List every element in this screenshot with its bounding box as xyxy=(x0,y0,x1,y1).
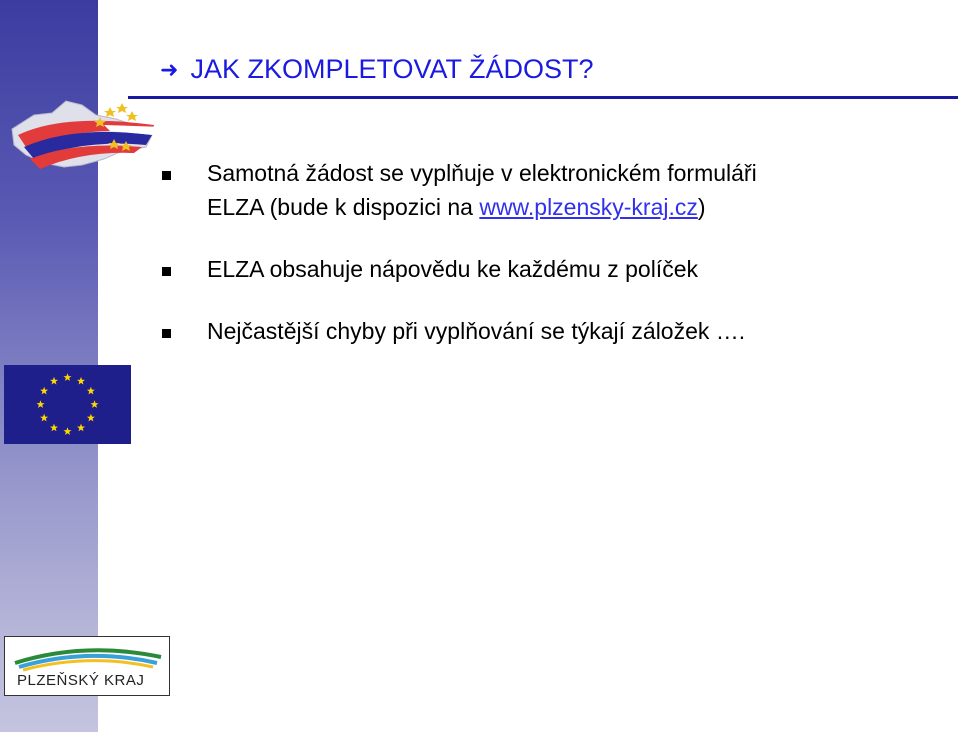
eu-flag-icon xyxy=(4,365,131,444)
bullet-1-line-2 xyxy=(207,194,706,221)
plzensky-kraj-logo xyxy=(4,636,170,696)
kraj-logo-waves-icon xyxy=(5,637,169,673)
title-text: JAK ZKOMPLETOVAT ŽÁDOST? xyxy=(190,54,594,84)
bullet-2-text: ELZA obsahuje nápovědu ke každému z políček xyxy=(207,256,698,282)
bullet-3-text: Nejčastější chyby při vyplňování se týkají záložek …. xyxy=(207,318,746,344)
region-logo-text: PLZEŇSKÝ KRAJ xyxy=(17,672,145,689)
arrow-right-icon: ➜ xyxy=(160,56,179,82)
bullet-square-icon xyxy=(162,171,171,180)
bullet-square-icon xyxy=(162,329,171,338)
bullet-1-line-1: Samotná žádost se vyplňuje v elektronickém formuláři xyxy=(207,160,757,186)
czech-map-logo-icon xyxy=(4,95,164,185)
bullet-1-line-2-suffix: ) xyxy=(697,194,706,220)
region-website-link[interactable]: www.plzensky-kraj.cz xyxy=(479,194,698,220)
bullet-square-icon xyxy=(162,267,171,276)
title-underline xyxy=(128,96,958,99)
page-title xyxy=(160,54,594,85)
bullet-1-line-2-prefix: ELZA (bude k dispozici na xyxy=(207,194,480,220)
